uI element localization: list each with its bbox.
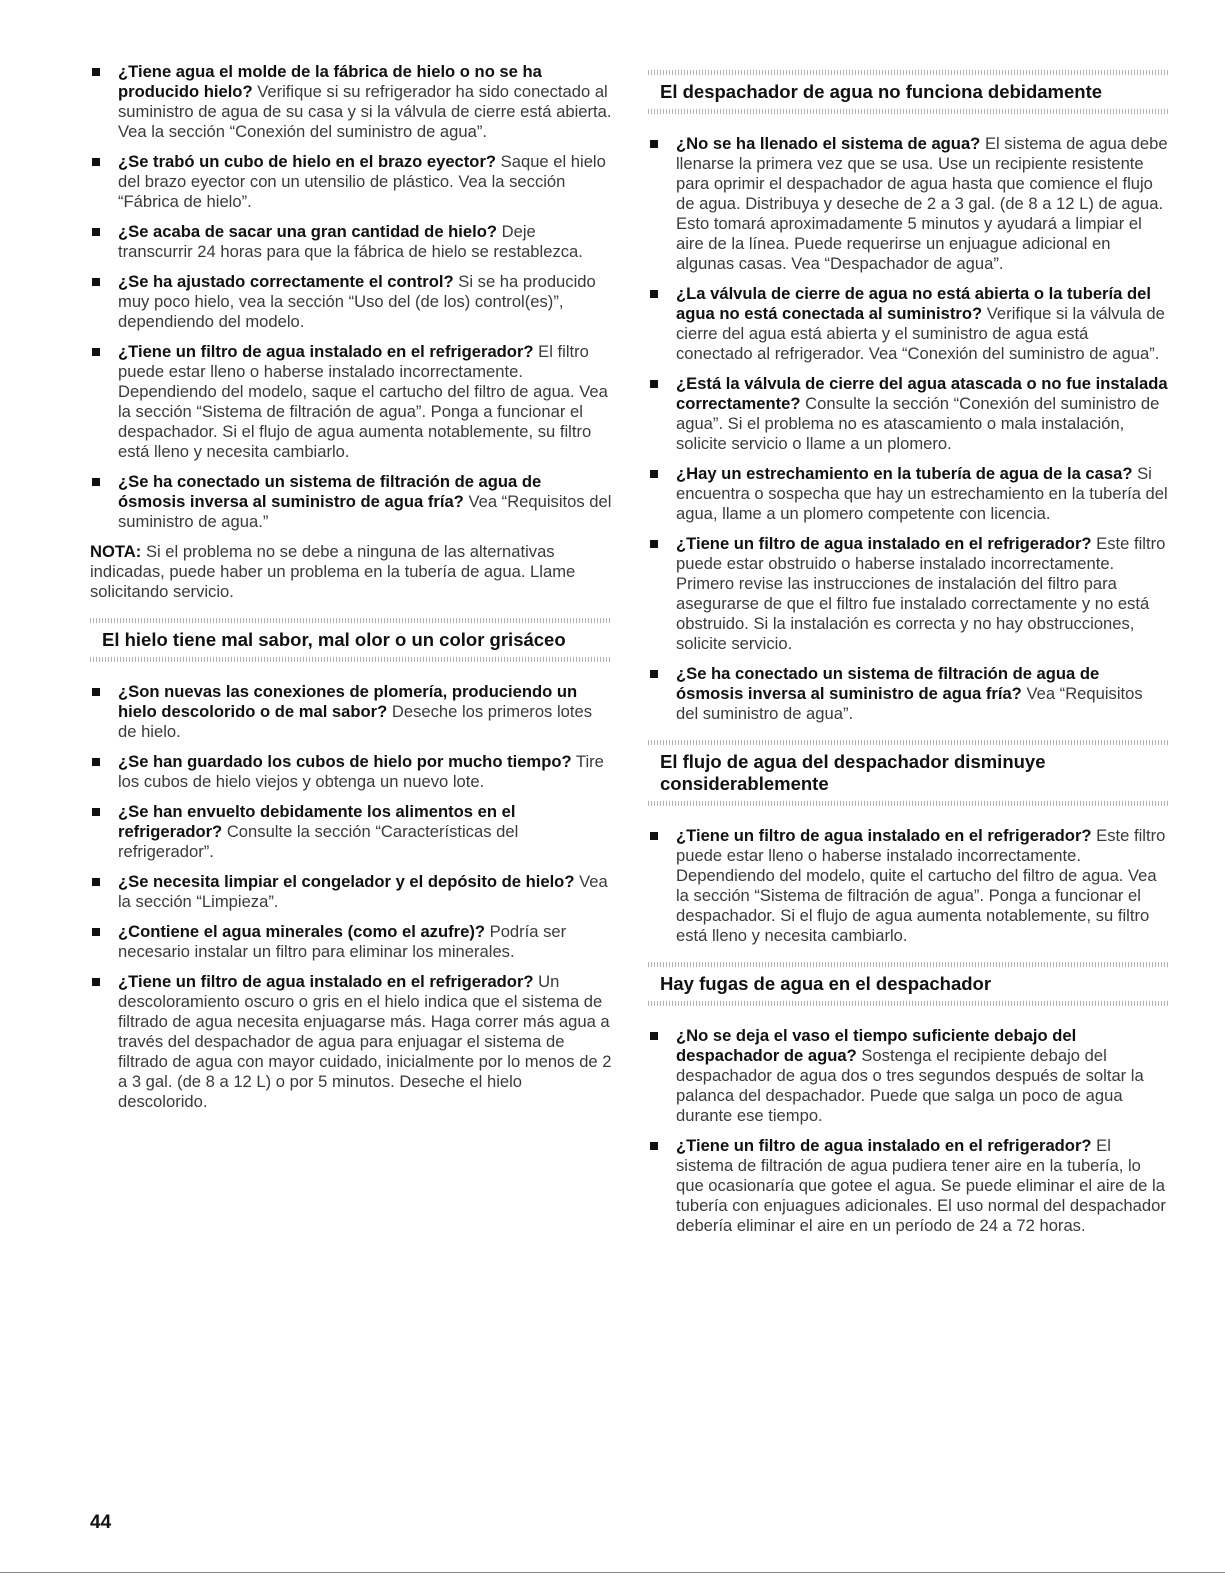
bullet-icon [92, 228, 100, 236]
list-item [90, 272, 612, 332]
list-item [90, 682, 612, 742]
bullet-icon [92, 478, 100, 486]
bullet-icon [650, 380, 658, 388]
answer: Si se ha producido muy poco hielo, vea la sección “Uso del (de los) control(es)”, dependiendo del modelo. [118, 272, 596, 331]
answer: Deseche los primeros lotes de hielo. [118, 702, 593, 741]
list-item [648, 664, 1168, 724]
question: ¿Son nuevas las conexiones de plomería, produciendo un hielo descolorido o de mal sabor? [118, 682, 578, 721]
bullet-icon [650, 540, 658, 548]
question: ¿Tiene un filtro de agua instalado en el refrigerador? [118, 972, 534, 991]
list-item [90, 972, 612, 1112]
question: ¿Se han guardado los cubos de hielo por mucho tiempo? [118, 752, 572, 771]
list-item [90, 62, 612, 142]
question: ¿Tiene un filtro de agua instalado en el refrigerador? [676, 1136, 1092, 1155]
question: ¿Tiene un filtro de agua instalado en el refrigerador? [676, 534, 1092, 553]
question: ¿Contiene el agua minerales (como el azufre)? [118, 922, 485, 941]
answer: Vea “Requisitos del suministro de agua”. [676, 684, 1143, 723]
section-title: Hay fugas de agua en el despachador [660, 973, 992, 994]
section-divider [648, 109, 1168, 114]
question: ¿La válvula de cierre de agua no está abierta o la tubería del agua no está conectada al suministro? [676, 284, 1151, 323]
section-heading [90, 618, 612, 662]
item-list [90, 682, 612, 1112]
item-list [648, 134, 1168, 724]
bullet-icon [650, 1032, 658, 1040]
section-divider [648, 1001, 1168, 1006]
answer: Consulte la sección “Conexión del suministro de agua”. Si el problema no es atascamiento o mala instalación, solicite servicio o llame a un plomero. [676, 394, 1160, 453]
bullet-icon [92, 688, 100, 696]
question: ¿Se ha conectado un sistema de filtración de agua de ósmosis inversa al suministro de agua fría? [118, 472, 542, 511]
note-label: NOTA: [90, 542, 142, 561]
question: ¿Tiene un filtro de agua instalado en el refrigerador? [118, 342, 534, 361]
right-column [648, 62, 1168, 1246]
answer: Este filtro puede estar lleno o haberse instalado incorrectamente. Dependiendo del modelo, quite el cartucho del filtro de agua. Vea la sección “Sistema de filtración de agua”. Ponga a funcionar el despachador. Si el flujo de agua aumenta notablemente, su filtro está lleno y necesita cambiarlo. [676, 826, 1166, 945]
section-divider [648, 740, 1168, 745]
bullet-icon [92, 878, 100, 886]
bullet-icon [92, 978, 100, 986]
question: ¿Se ha ajustado correctamente el control? [118, 272, 454, 291]
note [90, 542, 612, 602]
bullet-icon [650, 670, 658, 678]
list-item [90, 222, 612, 262]
section-divider [648, 801, 1168, 806]
item-list [648, 1026, 1168, 1236]
answer: Sostenga el recipiente debajo del despachador de agua dos o tres segundos después de soltar la palanca del despachador. Puede que salga un poco de agua durante ese tiempo. [676, 1046, 1144, 1125]
question: ¿Se han envuelto debidamente los alimentos en el refrigerador? [118, 802, 516, 841]
list-item [90, 342, 612, 462]
bullet-icon [92, 348, 100, 356]
note-text: Si el problema no se debe a ninguna de las alternativas indicadas, puede haber un problema en la tubería de agua. Llame solicitando servicio. [90, 542, 576, 601]
question: ¿Se trabó un cubo de hielo en el brazo eyector? [118, 152, 497, 171]
answer: Deje transcurrir 24 horas para que la fábrica de hielo se restablezca. [118, 222, 583, 261]
answer: Un descoloramiento oscuro o gris en el hielo indica que el sistema de filtrado de agua necesita enjuagarse más. Haga correr más agua a través del despachador de agua para enjuagar el sistema de filtrado de agua con mayor cuidado, inicialmente por lo menos de 2 a 3 gal. (de 8 a 12 L) o por 5 minutos. Deseche el hielo descolorido. [118, 972, 612, 1111]
item-list [648, 826, 1168, 946]
page-number: 44 [90, 1512, 112, 1533]
bullet-icon [92, 808, 100, 816]
question: ¿Hay un estrechamiento en la tubería de agua de la casa? [676, 464, 1133, 483]
question: ¿Se ha conectado un sistema de filtración de agua de ósmosis inversa al suministro de agua fría? [676, 664, 1100, 703]
section-heading [648, 70, 1168, 114]
question: ¿Está la válvula de cierre del agua atascada o no fue instalada correctamente? [676, 374, 1168, 413]
answer: Verifique si la válvula de cierre del agua está abierta y el suministro de agua está conectado al refrigerador. Vea “Conexión del suministro de agua”. [676, 304, 1165, 363]
question: ¿Se necesita limpiar el congelador y el depósito de hielo? [118, 872, 575, 891]
section-title: El despachador de agua no funciona debidamente [660, 81, 1103, 102]
list-item [648, 534, 1168, 654]
list-item [90, 802, 612, 862]
answer: Consulte la sección “Características del refrigerador”. [118, 822, 519, 861]
section-heading [648, 740, 1168, 806]
bullet-icon [92, 278, 100, 286]
section-divider [648, 70, 1168, 75]
bullet-icon [650, 832, 658, 840]
list-item [648, 826, 1168, 946]
section-divider [90, 618, 612, 623]
question: ¿Tiene agua el molde de la fábrica de hielo o no se ha producido hielo? [118, 62, 542, 101]
section-divider [90, 657, 612, 662]
answer: El sistema de agua debe llenarse la primera vez que se usa. Use un recipiente resistente para oprimir el despachador de agua hasta que comience el flujo de agua. Distribuya y deseche de 2 a 3 gal. (de 8 a 12 L) de agua. Esto tomará aproximadamente 5 minutos y ayudará a limpiar el aire de la línea. Puede requerirse un enjuague adicional en algunas casas. Vea “Despachador de agua”. [676, 134, 1168, 273]
list-item [648, 134, 1168, 274]
bullet-icon [650, 1142, 658, 1150]
question: ¿Tiene un filtro de agua instalado en el refrigerador? [676, 826, 1092, 845]
bullet-icon [650, 140, 658, 148]
answer: Tire los cubos de hielo viejos y obtenga un nuevo lote. [118, 752, 604, 791]
list-item [648, 284, 1168, 364]
question: ¿No se deja el vaso el tiempo suficiente debajo del despachador de agua? [676, 1026, 1077, 1065]
bullet-icon [92, 758, 100, 766]
list-item [90, 472, 612, 532]
list-item [90, 752, 612, 792]
answer: Si encuentra o sospecha que hay un estrechamiento en la tubería del agua, llame a un plomero competente con licencia. [676, 464, 1168, 523]
list-item [90, 922, 612, 962]
answer: Vea “Requisitos del suministro de agua.” [118, 492, 612, 531]
question: ¿Se acaba de sacar una gran cantidad de hielo? [118, 222, 498, 241]
list-item [648, 374, 1168, 454]
answer: Este filtro puede estar obstruido o haberse instalado incorrectamente. Primero revise las instrucciones de instalación del filtro para asegurarse de que el filtro fue instalado correctamente y no está obstruido. Si la instalación es correcta y no hay obstrucciones, solicite servicio. [676, 534, 1166, 653]
section-heading [648, 962, 1168, 1006]
list-item [90, 872, 612, 912]
answer: El filtro puede estar lleno o haberse instalado incorrectamente. Dependiendo del modelo, saque el cartucho del filtro de agua. Vea la sección “Sistema de filtración de agua”. Ponga a funcionar el despachador. Si el flujo de agua aumenta notablemente, su filtro está lleno y necesita cambiarlo. [118, 342, 608, 461]
answer: Podría ser necesario instalar un filtro para eliminar los minerales. [118, 922, 567, 961]
bullet-icon [92, 68, 100, 76]
bullet-icon [92, 928, 100, 936]
answer: Saque el hielo del brazo eyector con un utensilio de plástico. Vea la sección “Fábrica de hielo”. [118, 152, 606, 211]
list-item [90, 152, 612, 212]
bullet-icon [650, 290, 658, 298]
list-item [648, 464, 1168, 524]
section-divider [648, 962, 1168, 967]
section-title: El hielo tiene mal sabor, mal olor o un color grisáceo [102, 629, 566, 650]
question: ¿No se ha llenado el sistema de agua? [676, 134, 981, 153]
bullet-icon [92, 158, 100, 166]
answer: Vea la sección “Limpieza”. [118, 872, 608, 911]
bullet-icon [650, 470, 658, 478]
answer: Verifique si su refrigerador ha sido conectado al suministro de agua de su casa y si la válvula de cierre está abierta. Vea la sección “Conexión del suministro de agua”. [118, 82, 612, 141]
section-title: El flujo de agua del despachador disminuye considerablemente [660, 751, 1046, 794]
left-column [90, 62, 612, 1122]
list-item [648, 1026, 1168, 1126]
item-list [90, 62, 612, 532]
list-item [648, 1136, 1168, 1236]
answer: El sistema de filtración de agua pudiera tener aire en la tubería, lo que ocasionaría que gotee el agua. Se puede eliminar el aire de la tubería con enjuagues adicionales. El uso normal del despachador debería eliminar el aire en un período de 24 a 72 horas. [676, 1136, 1166, 1235]
page-edge-line [0, 1572, 1225, 1573]
